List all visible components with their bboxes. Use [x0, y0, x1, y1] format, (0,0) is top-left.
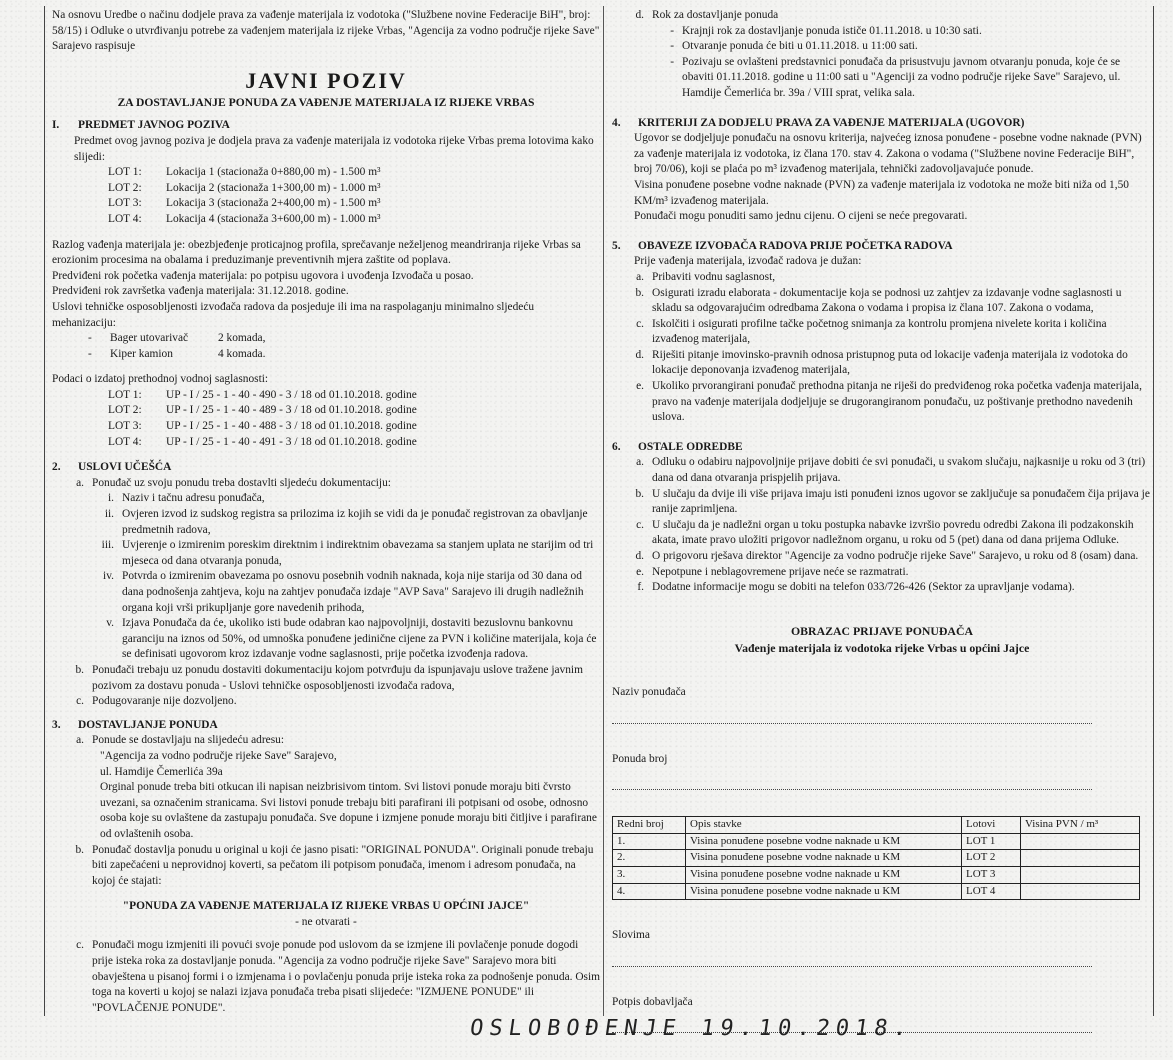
table-cell: Visina ponuđene posebne vodne naknade u KM	[686, 883, 962, 900]
table-row	[613, 883, 1140, 900]
lot-row: LOT 1: Lokacija 1 (stacionaža 0+880,00 m) - 1.500 m³	[108, 166, 381, 179]
machine-row: - Kiper kamion 4 komada.	[88, 347, 266, 360]
list-item: d. O prigovoru rješava direktor "Agencije za vodno područje rijeke Save" Sarajevo, u roku od 8 (osam) dana.	[635, 550, 1139, 562]
list-item: b. Osigurati izradu elaborata - dokumentacije koja se podnosi uz zahtjev za izdavanje vodne saglasnosti u skladu sa odgovarajućim odredbama Zakona o vodama i propisa iz člana 107. Zakona o vodama,	[635, 286, 1122, 315]
list-item: a. Ponude se dostavljaju na slijedeću adresu:	[76, 734, 285, 747]
left-column	[52, 8, 600, 1016]
conditions-text: Uslovi tehničke osposobljenosti izvođača radova da posjeduje ili ima na raspolaganju minimalno sljedeću mehanizaciju:	[52, 300, 535, 329]
right-column	[612, 8, 1152, 1033]
offer-number-label: Ponuda broj	[612, 752, 668, 765]
permit-row: LOT 3: UP - I / 25 - 1 - 40 - 488 - 3 / 18 od 01.10.2018. godine	[108, 420, 417, 433]
table-row	[613, 850, 1140, 867]
list-item: - Krajnji rok za dostavljanje ponuda ističe 01.11.2018. u 10:30 sati.	[670, 24, 982, 37]
permit-row: LOT 2: UP - I / 25 - 1 - 40 - 489 - 3 / 18 od 01.10.2018. godine	[108, 404, 417, 417]
section-6-heading: 6. OSTALE ODREDBE	[612, 440, 743, 453]
list-item: a. Pribaviti vodnu saglasnost,	[636, 270, 776, 283]
obligations-intro: Prije vađenja materijala, izvođač radova je dužan:	[634, 255, 862, 268]
bidder-name-label: Naziv ponuđača	[612, 685, 686, 698]
list-item: - Pozivaju se ovlašteni predstavnici ponuđača da prisustvuju javnom otvaranju ponuda, koje će se obaviti 01.11.2018. godine u 11:00 sati u "Agenciji za vodno područje rijeke Save" Sarajevo, ul. Hamdije Čemerlića br. 39a / VIII sprat, velika sala.	[670, 55, 1121, 99]
lot-row: LOT 4: Lokacija 4 (stacionaža 3+600,00 m) - 1.000 m³	[108, 212, 381, 225]
lot-row: LOT 3: Lokacija 3 (stacionaža 2+400,00 m) - 1.500 m³	[108, 197, 381, 210]
list-item: a. Odluku o odabiru najpovoljnije prijave dobiti će svi ponuđači, u svakom slučaju, najkasnije u roku od 3 (tri) dana od dana otvaranja prispjelih prijava.	[636, 456, 1146, 485]
table-row	[613, 833, 1140, 850]
envelope-label: "PONUDA ZA VAĐENJE MATERIJALA IZ RIJEKE VRBAS U OPĆINI JAJCE"	[122, 900, 530, 913]
column-header: Lotovi	[962, 817, 1021, 834]
fee-table	[612, 816, 1140, 900]
permit-row: LOT 4: UP - I / 25 - 1 - 40 - 491 - 3 / 18 od 01.10.2018. godine	[108, 435, 417, 448]
do-not-open: - ne otvarati -	[295, 915, 357, 928]
form-subtitle: Vađenje materijala iz vodotoka rijeke Vrbas u općini Jajce	[734, 641, 1030, 656]
machine-row: - Bager utovarivač 2 komada,	[88, 332, 266, 345]
original-paragraph: Orginal ponude treba biti otkucan ili napisan neizbrisivom tintom. Svi listovi ponude moraju biti čvrsto uvezani, sa označenim stranicama. Svi listovi ponude trebaju biti parafirani ili potpisani od osobe, odnosno osoba koje su ovlaštene da zastupaju ponuđača. Sve dopune i izmjene ponude moraju biti čitljive i parafirane od ovlaštenih osoba.	[100, 781, 597, 840]
table-cell: LOT 1	[962, 833, 1021, 850]
section-2-heading: 2. USLOVI UČEŠĆA	[52, 461, 172, 474]
table-cell: 1.	[613, 833, 686, 850]
list-item: d. Riješiti pitanje imovinsko-pravnih odnosa pristupnog puta od lokacije vađenja materijala iz vodotoka do lokacije deponovanja izvađenog materijala,	[635, 348, 1128, 377]
list-item: c. Ponuđači mogu izmjeniti ili povući svoje ponude pod uslovom da se izmjene ili povlačenje ponude dogodi prije isteka roka za dostavljanje ponuda. "Agencija za vodno područje rijeke Save" Sarajevo mora biti obavještena u pisanoj formi i o izmjenama i o povlačenju ponuda prije isteka roka za podnošenje ponuda. Osim toga na koverti u kojoj se nalazi izjava ponuđača treba pisati slijedeće: "IZMJENE PONUDE" ili "POVLAČENJE PONUDE".	[76, 939, 601, 1014]
criteria-paragraph: Ugovor se dodjeljuje ponuđaču na osnovu kriterija, najvećeg iznosa ponuđene - posebne vodne naknade (PVN) za vađenje materijala iz vodotoka, iz člana 170. stav 4. Zakona o vodama ("Službene novine Federacije BiH", broj 70/06), koji se plaća po m³ izvađenog materijala, tehnički zadovoljavajuće ponude.	[634, 132, 1142, 176]
list-item: a. Ponuđač uz svoju ponudu treba dostavlti sljedeću dokumentaciju:	[76, 476, 391, 489]
table-cell: 4.	[613, 883, 686, 900]
criteria-paragraph: Ponuđači mogu ponuditi samo jednu cijenu. O cijeni se neće pregovarati.	[634, 210, 968, 223]
list-item: v. Izjava Ponuđača da će, ukoliko isti bude odabran kao najpovoljniji, dostaviti bezuslovnu bankovnu garanciju na iznos od 50%, od umnoška ponuđene jedinične cijene za PVN i količine materijala, koja će se definisati ugovorom kroz izdavanje vodne saglasnosti, prije početka izvođenja radova.	[106, 617, 597, 661]
table-cell: Visina ponuđene posebne vodne naknade u KM	[686, 866, 962, 883]
table-row	[613, 866, 1140, 883]
list-item: e. Nepotpune i neblagovremene prijave neće se razmatrati.	[636, 565, 909, 578]
list-item: f. Dodatne informacije mogu se dobiti na telefon 033/726-426 (Sektor za upravljanje vodama).	[637, 581, 1075, 594]
permit-intro: Podaci o izdatoj prethodnoj vodnoj saglasnosti:	[52, 373, 269, 386]
document-title: JAVNI POZIV	[245, 67, 407, 93]
list-item: iv. Potvrda o izmirenim obavezama po osnovu posebnih vodnih naknada, koja nije starija od 30 dana od dana podnošenja zahtjeva, koju na zahtjev ponuđača izdaje "AVP Sava" Sarajevo ili drugih nadležnih organa koji vrši prikupljanje gore navedenih prihoda,	[103, 570, 584, 614]
list-item: e. Ukoliko prvorangirani ponuđač prethodna pitanja ne riješi do predviđenog roka početka vađenja materijala, pravo na vađenje materijala dodjeljuje se drugorangiranom ponuđaču, uz poštivanje prethodno navedenih uslova.	[636, 380, 1142, 424]
address-line: "Agencija za vodno područje rijeke Save" Sarajevo,	[100, 749, 337, 762]
bidder-name-field[interactable]	[612, 701, 1092, 724]
lot-row: LOT 2: Lokacija 2 (stacionaža 1+300,00 m) - 1.000 m³	[108, 181, 381, 194]
table-cell: 3.	[613, 866, 686, 883]
section-5-heading: 5. OBAVEZE IZVOĐAČA RADOVA PRIJE POČETKA RADOVA	[612, 239, 953, 252]
form-title: OBRAZAC PRIJAVE PONUĐAČA	[791, 623, 973, 638]
end-date-text: Predviđeni rok završetka vađenja materijala: 31.12.2018. godine.	[52, 285, 349, 298]
in-words-field[interactable]	[612, 944, 1092, 967]
section-1-text: Predmet ovog javnog poziva je dodjela prava za vađenje materijala iz vodotoka rijeke Vrbas prema lotovima kako slijedi:	[74, 134, 594, 163]
table-cell: Visina ponuđene posebne vodne naknade u KM	[686, 850, 962, 867]
list-item: b. U slučaju da dvije ili više prijava imaju isti ponuđeni iznos ugovor se zaključuje sa ponuđačem čija prijava je ranije zaprimljena.	[635, 487, 1150, 516]
border-line	[1153, 6, 1154, 1016]
list-item: c. Iskolčiti i osigurati profilne tačke početnog snimanja za kontrolu promjena nivelete korita i količina izvađenog materijala,	[636, 317, 1107, 346]
list-item: b. Ponuđač dostavlja ponudu u original u koji će jasno pisati: "ORIGINAL PONUDA". Originali ponude trebaju biti zapečaćeni u neprovidnoj koverti, sa pečatom ili potpisom ponuđača, imenom i adresom ponuđača, na kojoj će stajati:	[75, 843, 594, 887]
pvn-value-cell[interactable]	[1021, 833, 1140, 850]
table-cell: LOT 2	[962, 850, 1021, 867]
list-item: ii. Ovjeren izvod iz sudskog registra sa prilozima iz kojih se vidi da je ponuđač registrovan za obavljanje predmetnih radova,	[104, 508, 588, 536]
column-divider	[603, 6, 604, 1016]
list-item: - Otvaranje ponuda će biti u 01.11.2018. u 11:00 sati.	[670, 40, 918, 53]
section-4-heading: 4. KRITERIJI ZA DODJELU PRAVA ZA VAĐENJE MATERIJALA (UGOVOR)	[612, 116, 1025, 129]
list-item: i. Naziv i tačnu adresu ponuđača,	[107, 492, 265, 505]
list-item: c. U slučaju da je nadležni organ u toku postupka nabavke izvršio povredu odredbi Zakona ili podzakonskih akata, imate pravo uložiti prigovor nadležnom organu, u roku od 5 (pet) dana od dana prijema Odluke.	[636, 518, 1134, 547]
table-header-row	[613, 817, 1140, 834]
pvn-value-cell[interactable]	[1021, 883, 1140, 900]
document-subtitle: ZA DOSTAVLJANJE PONUDA ZA VAĐENJE MATERIJALA IZ RIJEKE VRBAS	[117, 95, 535, 109]
razlog-paragraph: Razlog vađenja materijala je: obezbjeđenje proticajnog profila, sprečavanje neželjenog meandriranja rijeke Vrbas sa erozionim procesima na obalama i preduzimanje preventivnih mjera zaštite od poplava.	[52, 238, 581, 267]
in-words-label: Slovima	[612, 929, 650, 942]
list-item: iii. Uvjerenje o izmirenim poreskim direktnim i indirektnim obavezama sa stanjem uplata ne starijim od tri mjeseca od dana otvaranja ponuda,	[101, 539, 594, 567]
signature-label: Potpis dobavljača	[612, 995, 693, 1008]
border-line	[44, 6, 45, 1016]
requirement-list	[52, 491, 600, 663]
offer-number-field[interactable]	[612, 767, 1092, 790]
start-date-text: Predviđeni rok početka vađenja materijala: po potpisu ugovora i uvođenja Izvođača u posao.	[52, 269, 474, 282]
column-header: Opis stavke	[686, 817, 962, 834]
list-item: d. Rok za dostavljanje ponuda	[635, 9, 779, 21]
deadline-list	[612, 24, 1152, 102]
table-cell: LOT 3	[962, 866, 1021, 883]
table-cell: 2.	[613, 850, 686, 867]
column-header: Visina PVN / m³	[1021, 817, 1140, 834]
section-1-heading: I. PREDMET JAVNOG POZIVA	[52, 119, 230, 132]
intro-paragraph: Na osnovu Uredbe o načinu dodjele prava za vađenje materijala iz vodotoka ("Službene novine Federacije BiH", broj: 58/15) i Odluke o utvrđivanju potrebe za vađenjem materijala iz rijeke Vrbas, "Agencija za vodno područje rijeke Save" Sarajevo raspisuje	[52, 9, 600, 53]
pvn-value-cell[interactable]	[1021, 866, 1140, 883]
table-cell: Visina ponuđene posebne vodne naknade u KM	[686, 833, 962, 850]
list-item: c. Podugovaranje nije dozvoljeno.	[76, 695, 237, 708]
address-line: ul. Hamdije Čemerlića 39a	[100, 765, 223, 778]
table-cell: LOT 4	[962, 883, 1021, 900]
criteria-paragraph: Visina ponuđene posebne vodne naknade (PVN) za vađenje materijala iz vodotoka ne može biti niža od 1,50 KM/m³ izvađenog materijala.	[634, 178, 1129, 207]
section-3-heading: 3. DOSTAVLJANJE PONUDA	[52, 718, 218, 731]
pvn-value-cell[interactable]	[1021, 850, 1140, 867]
column-header: Redni broj	[613, 817, 686, 834]
permit-row: LOT 1: UP - I / 25 - 1 - 40 - 490 - 3 / 18 od 01.10.2018. godine	[108, 388, 417, 401]
handwritten-annotation: OSLOBOĐENJE 19.10.2018.	[468, 1016, 915, 1041]
list-item: b. Ponuđači trebaju uz ponudu dostaviti dokumentaciju kojom potvrđuju da ispunjavaju uslove tražene javnim pozivom za dostavu ponuda - Uslovi tehničke osposobljenosti izvođača radova,	[75, 663, 583, 692]
lot-list	[52, 165, 600, 227]
